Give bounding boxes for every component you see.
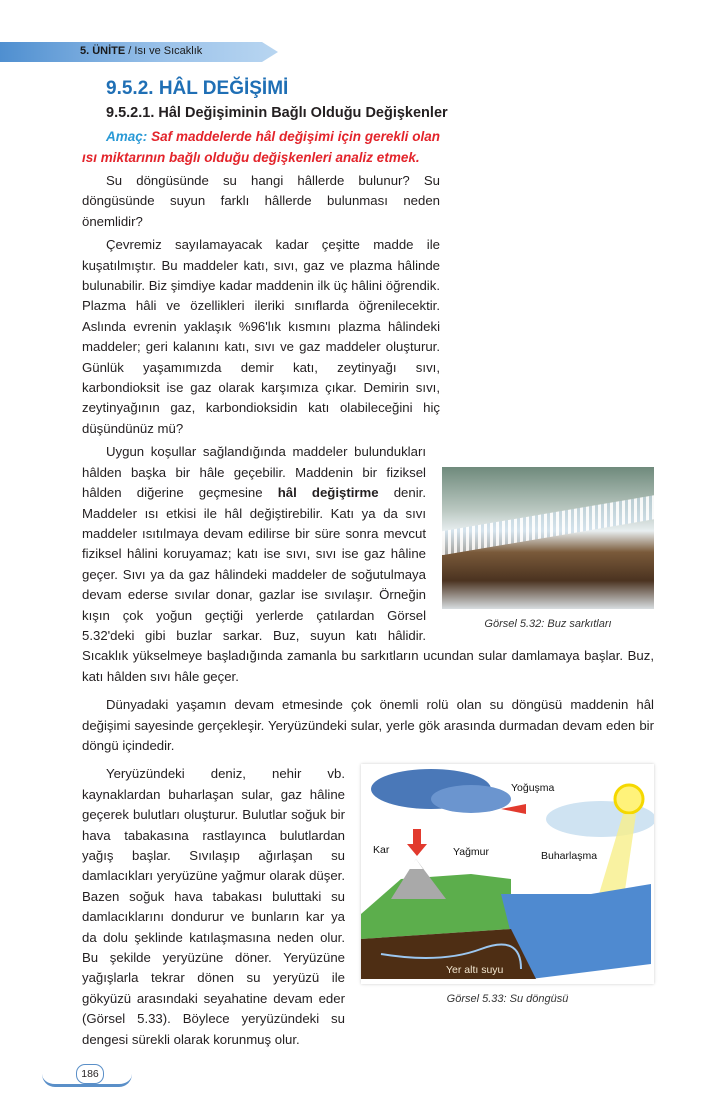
paragraph-2: Çevremiz sayılamayacak kadar çeşitte madde ile kuşatılmıştır. Bu maddeler katı, sıvı, gaz ve plazma hâlinde bulunabilir. Biz şimdiye kadar maddenin ilk üç hâlini öğrendik. Plazma hâli ve özellikleri ileriki sınıflarda öğrenilecektir. Aslında evrenin yaklaşık %96'lık kısmını plazma hâlindeki maddeler; geri kalanını katı, sıvı ve gaz maddeler oluşturur. Günlük yaşamımızda demir katı, zeytinyağı sıvı, karbondioksit ise gaz olarak karşımıza çıkar. Demirin sıvı, zeytinyağının gaz, karbondioksidin katı olabileceğini hiç düşündünüz mü? <box>82 237 440 436</box>
section-title: 9.5.2. HÂL DEĞİŞİMİ <box>106 78 289 99</box>
unit-title: / Isı ve Sıcaklık <box>125 45 203 57</box>
label-rain: Yağmur <box>453 846 489 859</box>
figure-caption-5-33: Görsel 5.33: Su döngüsü <box>446 993 569 1006</box>
key-term: hâl değiştirme <box>277 485 379 501</box>
paragraph-1: Su döngüsünde su hangi hâllerde bulunur? Su döngüsünde suyun farklı hâllerde bulunması neden önemlidir? <box>82 173 440 229</box>
label-condensation: Yoğuşma <box>511 782 555 795</box>
aim-label: Amaç: <box>106 129 148 144</box>
p3-text-b: denir. Maddeler ısı etkisi ile hâl değiştirebilir. Katı ya da sıvı maddeler ısıtılmaya devam edilirse bir süre sonra mevcut fiziksel hâlini koruyamaz; katı ise sıvı, sıvı ise gaz hâline geçer. Sıvı ya da gaz hâlindeki maddeler de soğutulmaya devam ederse sıvılar donar, gazlar ise sıvılaşır. Örneğin kışın çok yoğun geçtiği yerlerde çatılardan Görsel 5.32'deki gibi buzlar sarkar. Buz, suyun katı hâlidir. Sıcaklık yükselmeye başladığında zamanla bu sarkıtların ucundan sular damlamaya başlar. Buz, katı hâlden sıvı hâle geçer. <box>82 485 654 684</box>
paragraph-4: Dünyadaki yaşamın devam etmesinde çok önemli rolü olan su döngüsü maddenin hâl değişimi sayesinde gerçekleşir. Yeryüzündeki sular, yerle gök arasında durmadan devam eden bir döngü içindedir. <box>82 697 654 753</box>
page-number: 186 <box>76 1064 104 1084</box>
paragraph-5: Yeryüzündeki deniz, nehir vb. kaynaklardan buharlaşan sular, gaz hâline geçerek bulutları oluşturur. Bulutlar soğuk bir hava tabakasına rastlayınca bulutlardan yağış başlar. Sıvılaşıp ağırlaşan su damlacıkları yeryüzüne yağmur olarak düşer. Bazen soğuk hava tabakası buluttaki su damlacıklarını dondurur ve bunların kar ya da dolu şeklinde katılaşmasına neden olur. Bu şekilde yeryüzüne döner. Yeryüzüne yağışlarla tekrar dönen su yeryüzü ile gökyüzü arasındaki seyahatine devam eder (Görsel 5.33). Böylece yeryüzündeki su dengesi sürekli olarak korunmuş olur. <box>82 766 345 1047</box>
icicles-photo <box>442 467 654 609</box>
label-groundwater: Yer altı suyu <box>446 964 504 977</box>
label-evaporation: Buharlaşma <box>541 850 598 863</box>
subsection-title: 9.5.2.1. Hâl Değişiminin Bağlı Olduğu Değişkenler <box>106 105 448 121</box>
page-footer <box>82 1056 654 1096</box>
water-cycle-illustration <box>361 764 654 984</box>
figure-5-33 <box>361 764 654 1006</box>
aim-statement <box>82 126 440 168</box>
figure-caption-5-32: Görsel 5.32: Buz sarkıtları <box>484 618 612 631</box>
aim-text: Saf maddelerde hâl değişimi için gerekli olan ısı miktarının bağlı olduğu değişkenleri analiz etmek. <box>82 129 440 165</box>
figure-5-32 <box>442 467 654 631</box>
content-column <box>82 0 654 1096</box>
water-cycle-diagram <box>361 764 654 984</box>
p3-text-a: Uygun koşullar sağlandığında maddeler bulundukları hâlden başka bir hâle geçebilir. Maddenin bir fiziksel hâlden diğerine geçmesine <box>82 444 426 501</box>
label-snow: Kar <box>373 844 390 857</box>
unit-number: 5. ÜNİTE <box>80 45 126 57</box>
icicles-graphic <box>442 495 654 555</box>
